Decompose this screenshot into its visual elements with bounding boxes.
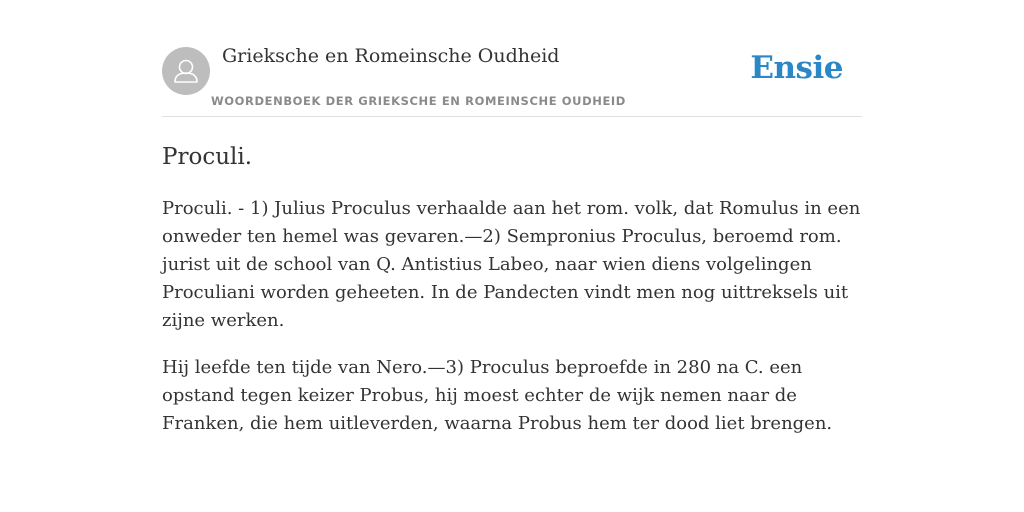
user-icon: [162, 47, 210, 95]
page: [162, 0, 862, 438]
entry-title: Proculi.: [162, 144, 253, 170]
user-avatar[interactable]: [162, 47, 210, 95]
header: [162, 0, 862, 117]
book-title-link[interactable]: Grieksche en Romeinsche Oudheid: [222, 45, 560, 67]
ensie-logo-link[interactable]: Ensie: [750, 50, 843, 86]
entry-paragraph: Proculi. - 1) Julius Proculus verhaalde aan het rom. volk, dat Romulus in een onweder ten hemel was gevaren.—2) Sempronius Proculus, beroemd rom. jurist uit de school van Q. Antistius Labeo, naar wien diens volgelingen Proculiani worden geheeten. In de Pandecten vindt men nog uittreksels uit zijne werken.: [162, 198, 861, 331]
entry-body: [162, 195, 862, 438]
book-subtitle: WOORDENBOEK DER GRIEKSCHE EN ROMEINSCHE OUDHEID: [211, 94, 626, 108]
entry-paragraph: Hij leefde ten tijde van Nero.—3) Proculus beproefde in 280 na C. een opstand tegen keizer Probus, hij moest echter de wijk nemen naar de Franken, die hem uitleverden, waarna Probus hem ter dood liet brengen.: [162, 357, 833, 434]
